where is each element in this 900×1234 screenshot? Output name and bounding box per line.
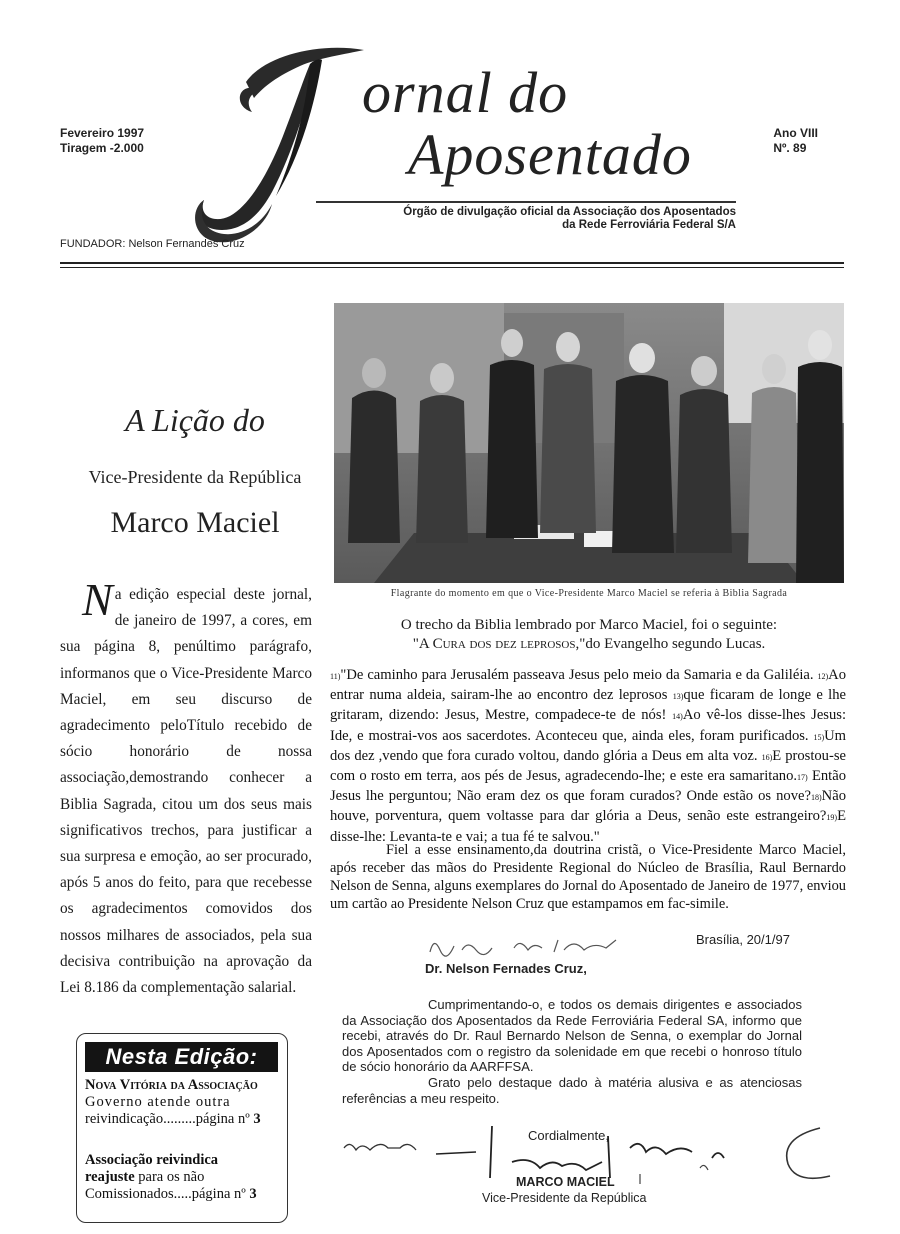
quote-title: A Cura dos dez leprosos [418,636,576,652]
volume-year: Ano VIII [773,126,818,140]
verse-text: Ao vê-los disse-lhes Jesus: Ide, e mostrai-vos aos sacerdotes. Aconteceu que, ainda eles, foram purificados. [330,707,847,744]
issue-date: Fevereiro 1997 [60,126,145,140]
bible-intro [334,616,844,654]
letter-salutation: Dr. Nelson Fernades Cruz, [425,961,587,976]
letter-closing: Cordialmente, [528,1128,609,1143]
index-item-2-line1: Associação reivindica [85,1152,219,1168]
masthead-rule [316,201,736,203]
verse-number: 14) [672,712,683,722]
letter-body [342,997,802,1106]
photo-caption: Flagrante do momento em que o Vice-Presidente Marco Maciel se referia à Biblia Sagrada [390,588,788,599]
verse-number: 17) [797,773,808,783]
verse-number: 13) [672,692,684,702]
masthead-subtitle [316,206,736,232]
article-body [60,574,312,1001]
verse-text: E prostou-se com o rosto em terra, aos pés de Jesus, agradecendo-lhe; e este era samaritano. [330,747,846,785]
index-item-1-dots: reivindicação......... [85,1111,196,1127]
index-item-2[interactable] [85,1152,281,1203]
signer-title: Vice-Presidente da República [482,1191,647,1205]
nesta-edicao-heading: Nesta Edição: [85,1042,278,1072]
issue-number: Nº. 89 [773,141,807,155]
index-item-2-page: 3 [249,1186,257,1202]
quote-rest: ,"do Evangelho segundo Lucas. [575,636,766,652]
masthead-double-rule [60,262,844,268]
index-item-2-page-label: página nº [191,1186,250,1202]
masthead-issue-info [60,126,144,156]
verse-text: Um dos dez ,vendo que fora curado voltou, dando glória a Deus em alta voz. [330,727,846,764]
verse-text: Não houve, porventura, quem voltasse para dar glória a Deus, senão este estrangeiro? [330,788,846,825]
index-item-2-rest: para os não [134,1169,205,1185]
print-run: Tiragem -2.000 [60,141,144,155]
verse-text: "De caminho para Jerusalém passeava Jesus pelo meio da Samaria e da Galiléia. [340,667,818,683]
verse-text: E disse-lhe: Levanta-te e vai; a tua fé te salvou." [330,808,846,845]
verse-number: 16) [761,752,773,762]
verse-number: 12) [817,672,829,681]
verse-text: Então Jesus lhe perguntou; Não eram dez os que foram curados? Onde estão os nove? [330,768,846,805]
verse-number: 15) [813,732,825,742]
quote-open: " [412,636,419,652]
masthead-volume-info [773,126,818,156]
nesta-edicao-box [76,1033,288,1223]
verse-text: Ao entrar numa aldeia, sairam-lhe ao encontro dez leprosos [330,667,846,704]
letter-place-date: Brasília, 20/1/97 [696,932,790,947]
subtitle-line2: da Rede Ferroviária Federal S/A [562,219,736,231]
index-item-1-line2: Governo atende outra [85,1094,231,1110]
verse-text: que ficaram de longe e lhe gritaram, dizendo: Jesus, Mestre, compadece-te de nós! [330,687,847,724]
fiel-text: Fiel a esse ensinamento,da doutrina cristã, o Vice-Presidente Marco Maciel, após receber das mãos do Presidente Regional do Núcleo de Brasília, Raul Bernardo Nelson de Senna, alguns exemplares do Jornal do Aposentado de Janeiro de 1977, enviou um cartão ao Presidente Nelson Cruz que estampamos em fac-simile. [330,842,846,912]
headline-line3: Marco Maciel [110,506,280,539]
headline-line2: Vice-Presidente da República [88,467,302,487]
bible-passage [330,666,846,846]
bible-intro-line1: O trecho da Biblia lembrado por Marco Maciel, foi o seguinte: [400,617,778,633]
index-item-2-bold: reajuste [85,1169,135,1185]
index-item-1-line3 [85,1111,281,1128]
bible-intro-line2 [334,635,844,654]
index-item-1[interactable] [85,1077,281,1128]
article-dropcap: N [82,574,113,625]
handwriting-scribble [424,932,634,960]
index-item-1-page: 3 [253,1111,261,1127]
index-item-2-line2 [85,1169,281,1186]
index-item-2-line3 [85,1186,281,1203]
index-item-1-title: Nova Vitória da Associação [85,1077,258,1093]
letter-paragraph-2: Grato pelo destaque dado à matéria alusiva e as atenciosas referências a meu respeito. [342,1074,802,1106]
headline-line1: A Lição do [125,402,265,438]
founder-line: FUNDADOR: Nelson Fernandes Cruz [60,238,245,250]
subtitle-line1: Órgão de divulgação oficial da Associação dos Aposentados [403,206,736,218]
ceremony-photo [334,303,844,583]
signer-name: MARCO MACIEL [516,1175,615,1189]
verse-number: 18) [811,793,822,803]
verse-number: 19) [826,813,838,823]
fiel-paragraph [330,841,846,913]
index-item-2-dots: Comissionados..... [85,1186,192,1202]
index-item-1-page-label: página nº [195,1111,254,1127]
verse-number: 11) [330,672,341,681]
masthead-title-line1: ornal do [362,60,569,125]
masthead-title-line2: Aposentado [408,122,692,187]
letter-paragraph-1: Cumprimentando-o, e todos os demais dirigentes e associados da Associação dos Aposentados da Rede Ferroviária Federal SA, informo que recebi, através do Dr. Raul Bernardo Nelson de Senna, o exemplar do Jornal dos Aposentados com o registro da solenidade em que recebi o honroso título de sócio honorário da AARFFSA. [342,997,802,1075]
article-text: a edição especial deste jornal, de janeiro de 1997, a cores, em sua página 8, penúltimo parágrafo, informanos que o Vice-Presidente Marco Maciel, em seu discurso de agradecimento peloTítulo recebido de sócio honorário de nossa associação,demostrando conhecer a Biblia Sagrada, citou um dos seus mais significativos trechos, para justificar a sua surpresa e emoção, ao ser procurado, após 5 anos do feito, para que recebesse os agradecimentos comovidos dos nossos milhares de associados, pela sua decisiva contribuição na aprovação da Lei 8.186 da complementação salarial. [60,586,312,997]
